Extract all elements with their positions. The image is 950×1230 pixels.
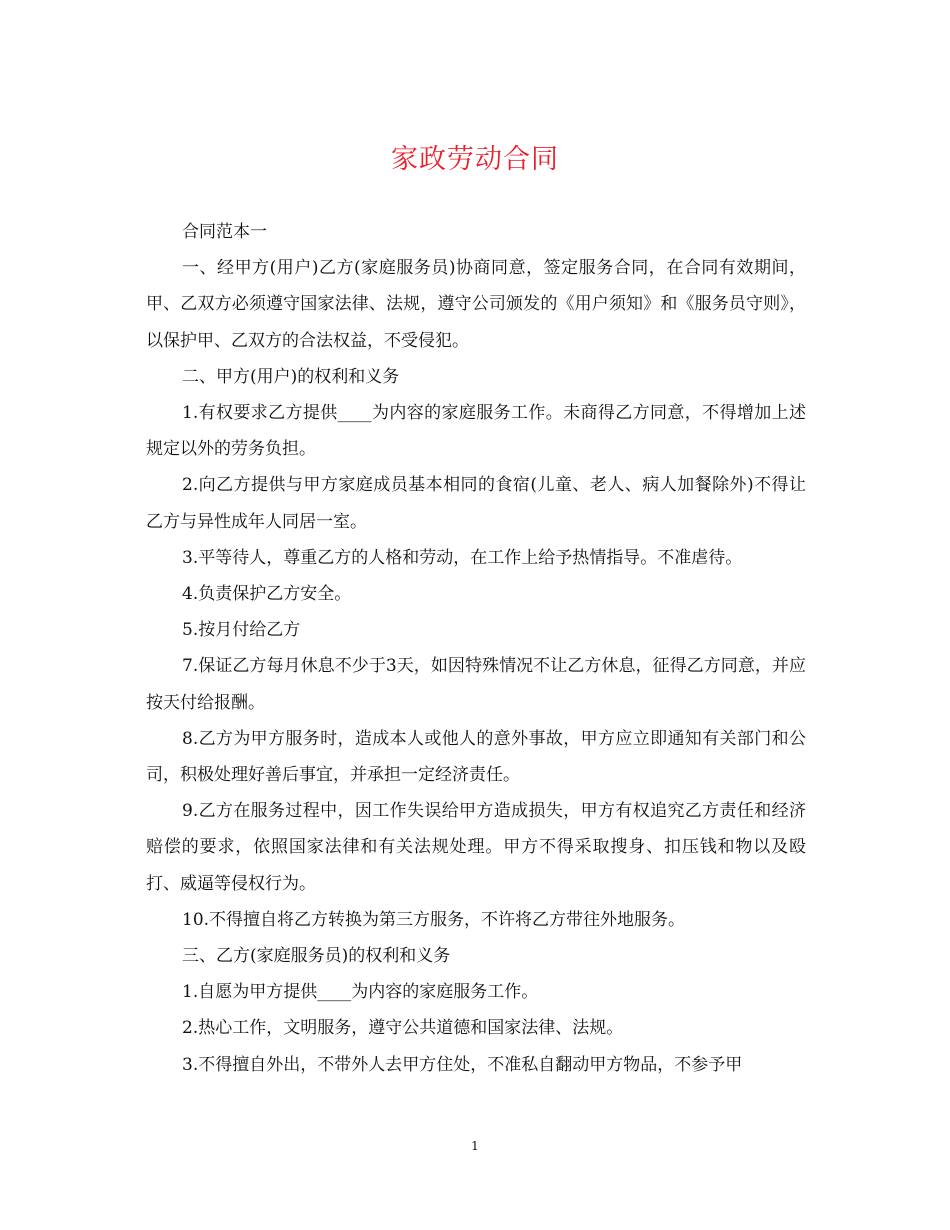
- paragraph-party-a-item-7: 7.保证乙方每月休息不少于3天，如因特殊情况不让乙方休息，征得乙方同意，并应按天付给报酬。: [146, 656, 806, 713]
- paragraph-party-b-item-1: 1.自愿为甲方提供____为内容的家庭服务工作。: [182, 982, 539, 1003]
- paragraph-party-a-item-4: 4.负责保护乙方安全。: [182, 584, 352, 605]
- paragraph-party-a-item-1: 1.有权要求乙方提供____为内容的家庭服务工作。未商得乙方同意，不得增加上述规定以外的劳务负担。: [146, 403, 806, 460]
- paragraph-party-a-item-9: 9.乙方在服务过程中，因工作失误给甲方造成损失，甲方有权追究乙方责任和经济赔偿的要求，依照国家法律和有关法规处理。甲方不得采取搜身、扣压钱和物以及殴打、威逼等侵权行为。: [146, 801, 806, 894]
- paragraph-section-1: 一、经甲方(用户)乙方(家庭服务员)协商同意，签定服务合同，在合同有效期间，甲、乙双方必须遵守国家法律、法规，遵守公司颁发的《用户须知》和《服务员守则》，以保护甲、乙双方的合法权益，不受侵犯。: [146, 258, 806, 351]
- paragraph-party-a-item-8: 8.乙方为甲方服务时，造成本人或他人的意外事故，甲方应立即通知有关部门和公司，积极处理好善后事宜，并承担一定经济责任。: [146, 728, 806, 786]
- paragraph-template-label: 合同范本一: [182, 222, 267, 242]
- paragraph-section-2-heading: 二、甲方(用户)的权利和义务: [182, 366, 400, 387]
- paragraph-party-b-item-3: 3.不得擅自外出，不带外人去甲方住处，不准私自翻动甲方物品，不参予甲: [182, 1054, 743, 1075]
- paragraph-party-b-item-2: 2.热心工作，文明服务，遵守公共道德和国家法律、法规。: [182, 1018, 624, 1039]
- paragraph-section-3-heading: 三、乙方(家庭服务员)的权利和义务: [182, 946, 451, 967]
- paragraph-party-a-item-3: 3.平等待人，尊重乙方的人格和劳动，在工作上给予热情指导。不准虐待。: [182, 547, 743, 568]
- document-title: 家政劳动合同: [391, 144, 559, 175]
- page-number: 1: [471, 1139, 479, 1153]
- paragraph-party-a-item-10: 10.不得擅自将乙方转换为第三方服务，不许将乙方带往外地服务。: [182, 909, 686, 930]
- document-body: [146, 214, 806, 1083]
- paragraph-party-a-item-2: 2.向乙方提供与甲方家庭成员基本相同的食宿(儿童、老人、病人加餐除外)不得让乙方与异性成年人同居一室。: [146, 475, 806, 532]
- paragraph-party-a-item-5: 5.按月付给乙方: [182, 620, 301, 641]
